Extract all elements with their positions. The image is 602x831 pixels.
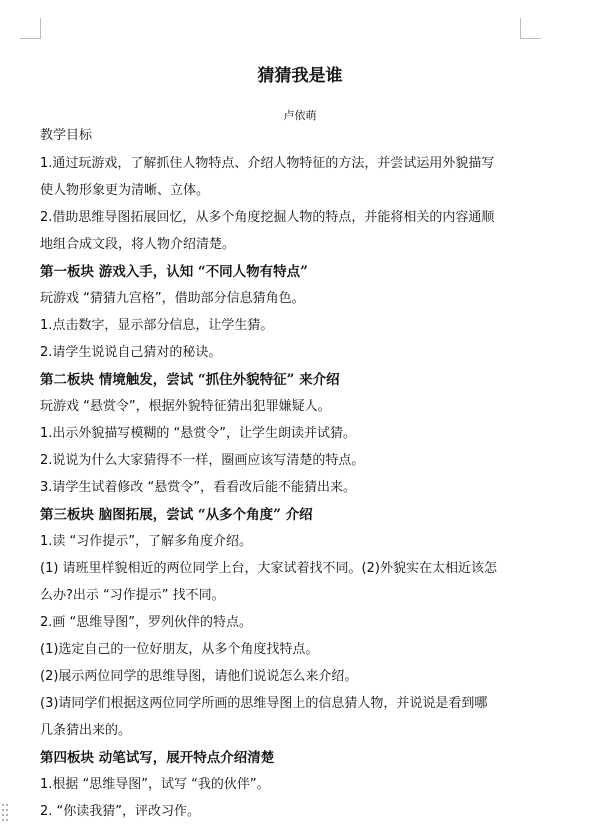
page-corner-mark-top-left <box>20 18 41 39</box>
body-line: 玩游戏 “悬赏令”，根据外貌特征猜出犯罪嫌疑人。 <box>40 399 331 414</box>
body-line: 使人物形象更为清晰、立体。 <box>40 183 210 198</box>
body-line: 2.画 “思维导图”，罗列伙伴的特点。 <box>40 615 253 630</box>
page-corner-mark-top-right <box>520 18 541 39</box>
section-heading: 第三板块 脑图拓展，尝试 “从多个角度” 介绍 <box>40 507 313 523</box>
body-line: 2.请学生说说自己猜对的秘诀。 <box>40 345 222 360</box>
body-line: 1.读 “习作提示”，了解多角度介绍。 <box>40 534 253 549</box>
body-line: (1) 请班里样貌相近的两位同学上台，大家试着找不同。(2)外貌实在太相近该怎 <box>40 561 497 576</box>
body-line: 几条猜出来的。 <box>40 723 132 738</box>
section-heading: 第四板块 动笔试写，展开特点介绍清楚 <box>40 750 275 766</box>
body-line: 么办?出示 “习作提示” 找不同。 <box>40 588 225 603</box>
body-line: 2. “你读我猜”，评改习作。 <box>40 804 201 819</box>
body-line: 地组合成文段，将人物介绍清楚。 <box>40 237 236 252</box>
body-line: (1)选定自己的一位好朋友，从多个角度找特点。 <box>40 642 319 657</box>
drag-handle-icon[interactable] <box>2 804 8 822</box>
document-author: 卢依萌 <box>283 109 317 122</box>
body-line: 教学目标 <box>40 128 93 143</box>
body-line: 1.通过玩游戏，了解抓住人物特点、介绍人物特征的方法，并尝试运用外貌描写 <box>40 156 495 171</box>
body-line: 玩游戏 “猜猜九宫格”，借助部分信息猜角色。 <box>40 291 305 306</box>
body-line: 1.点击数字，显示部分信息，让学生猜。 <box>40 318 274 333</box>
section-heading: 第二板块 情境触发，尝试 “抓住外貌特征” 来介绍 <box>40 372 340 388</box>
section-heading: 第一板块 游戏入手，认知 “不同人物有特点” <box>40 264 308 280</box>
body-line: (2)展示两位同学的思维导图，请他们说说怎么来介绍。 <box>40 669 358 684</box>
body-line: 1.出示外貌描写模糊的 “悬赏令”，让学生朗读并试猜。 <box>40 426 357 441</box>
body-line: 1.根据 “思维导图”，试写 “我的伙伴”。 <box>40 777 270 792</box>
document-title: 猜猜我是谁 <box>257 66 343 86</box>
body-line: 2.借助思维导图拓展回忆，从多个角度挖掘人物的特点，并能将相关的内容通顺 <box>40 210 495 225</box>
body-line: 2.说说为什么大家猜得不一样，圈画应该写清楚的特点。 <box>40 453 365 468</box>
body-line: (3)请同学们根据这两位同学所画的思维导图上的信息猜人物，并说说是看到哪 <box>40 696 488 711</box>
body-line: 3.请学生试着修改 “悬赏令”，看看改后能不能猜出来。 <box>40 480 357 495</box>
